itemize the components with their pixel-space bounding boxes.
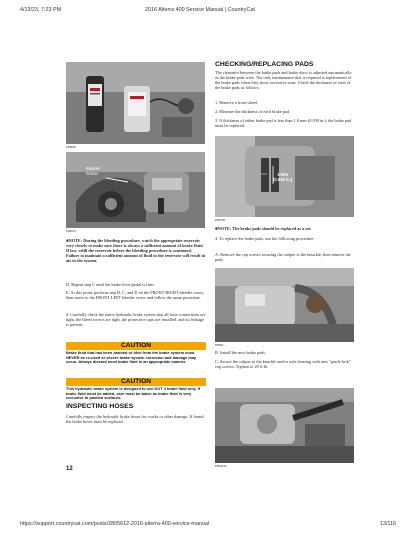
inspecting-hoses-text: Carefully inspect the hydraulic brake hoses for cracks or other damage. If found, the brake hoses must be replaced.	[66, 414, 205, 424]
pads-step-b: B. Install the new brake pads.	[215, 350, 266, 355]
pads-step-c: C. Secure the caliper to the knuckle and/or axle housing with new "patch-lock" cap screws. Tighten to 20 ft-lb.	[215, 359, 351, 369]
photo-bleeder-screw	[66, 152, 205, 228]
pad-label-mm: 1 mm	[277, 172, 289, 177]
step-e: E. At this point, perform step B, C, and D on the FRONT RIGHT bleeder screw; then move to the FRONT LEFT bleeder screw and follow the same procedure.	[66, 290, 205, 300]
photo-bleeding-setup-code: AP8070	[66, 145, 76, 149]
caution-banner-2: CAUTION	[66, 378, 206, 386]
photo-caliper-removal	[215, 268, 354, 342]
step-4-left: 4. Carefully check the entire hydraulic brake system that all hose connections are tight, the bleed screws are tight, the protective caps are installed, and no leakage is present.	[66, 312, 206, 327]
pads-step-3: 3. If thickness of either brake pad is less than 1.0 mm (0.039 in.), the brake pad must be replaced.	[215, 118, 352, 128]
left-note: ■NOTE: During the bleeding procedure, watch the appropriate reservoir very closely to make sure there is always a sufficient amount of brake fluid. If low, refill the reservoir before the bleeding procedure is continued. Failure to maintain a sufficient amount of fluid in the reservoir will result in air in the system.	[66, 238, 206, 263]
photo-bleeder-screw-art	[66, 152, 205, 228]
pads-step-1: 1. Remove a front wheel.	[215, 100, 259, 105]
photo-pad-thickness	[215, 136, 354, 217]
caution-text-1: Brake fluid that has been drained or bled from the brake system must NEVER be re-used or severe brake system corrosion and damage may occur. Always discard used brake fluid in an appropriate manner.	[66, 350, 197, 365]
bleeder-label-line1: Bleeder	[86, 166, 101, 171]
checking-pads-title: CHECKING/REPLACING PADS	[215, 61, 314, 68]
page-number: 12	[66, 466, 73, 472]
photo-caliper-removal-code: PR097	[215, 343, 224, 347]
print-title: 2016 Alterra 400 Service Manual | CountryCat	[145, 7, 255, 13]
caution-banner-1: CAUTION	[66, 342, 206, 350]
bleeder-label-line2: Screw	[86, 171, 98, 176]
photo-bleeding-setup	[66, 62, 205, 144]
print-page-count: 13/116	[379, 521, 396, 527]
photo-caliper-removal-art	[215, 268, 354, 342]
photo-caliper-install-code: PR0117A	[215, 464, 227, 468]
pads-step-4: 4. To replace the brake pads, use the following procedure:	[215, 236, 315, 241]
step-d: D. Repeat step C until the brake lever/pedal is firm.	[66, 282, 155, 287]
print-url: https://support.countrycat.com/posts/2805612-2016-alterra-400-service-manual	[20, 521, 210, 527]
print-datetime: 4/13/23, 7:23 PM	[20, 7, 62, 13]
pads-step-2: 2. Measure the thickness of each brake pad.	[215, 109, 291, 114]
right-note: ■NOTE: The brake pads should be replaced as a set.	[215, 226, 312, 231]
pads-step-a: A. Remove the cap screws securing the caliper to the knuckle; then remove the pads.	[215, 252, 351, 262]
photo-pad-thickness-code: PR0736	[215, 218, 226, 222]
photo-bleeder-screw-code: FS0074	[66, 229, 76, 233]
photo-bleeding-setup-art	[66, 62, 205, 144]
inspecting-hoses-title: INSPECTING HOSES	[66, 403, 134, 410]
photo-caliper-install-art	[215, 388, 354, 463]
photo-caliper-install	[215, 388, 354, 463]
pads-intro: The clearance between the brake pads and brake discs is adjusted automatically as the brake pads wear. The only maintenance that is required is replacement of the brake pads when they show excessive wear. Check the thickness of each of the brake pads as follows.	[215, 70, 352, 90]
caution-text-2: This hydraulic brake system is designed to use DOT 4 brake fluid only. If brake fluid must be added, care must be taken as brake fluid is very corrosive to painted surfaces.	[66, 386, 200, 401]
pad-label-in: (0.039 in.)	[273, 177, 293, 182]
